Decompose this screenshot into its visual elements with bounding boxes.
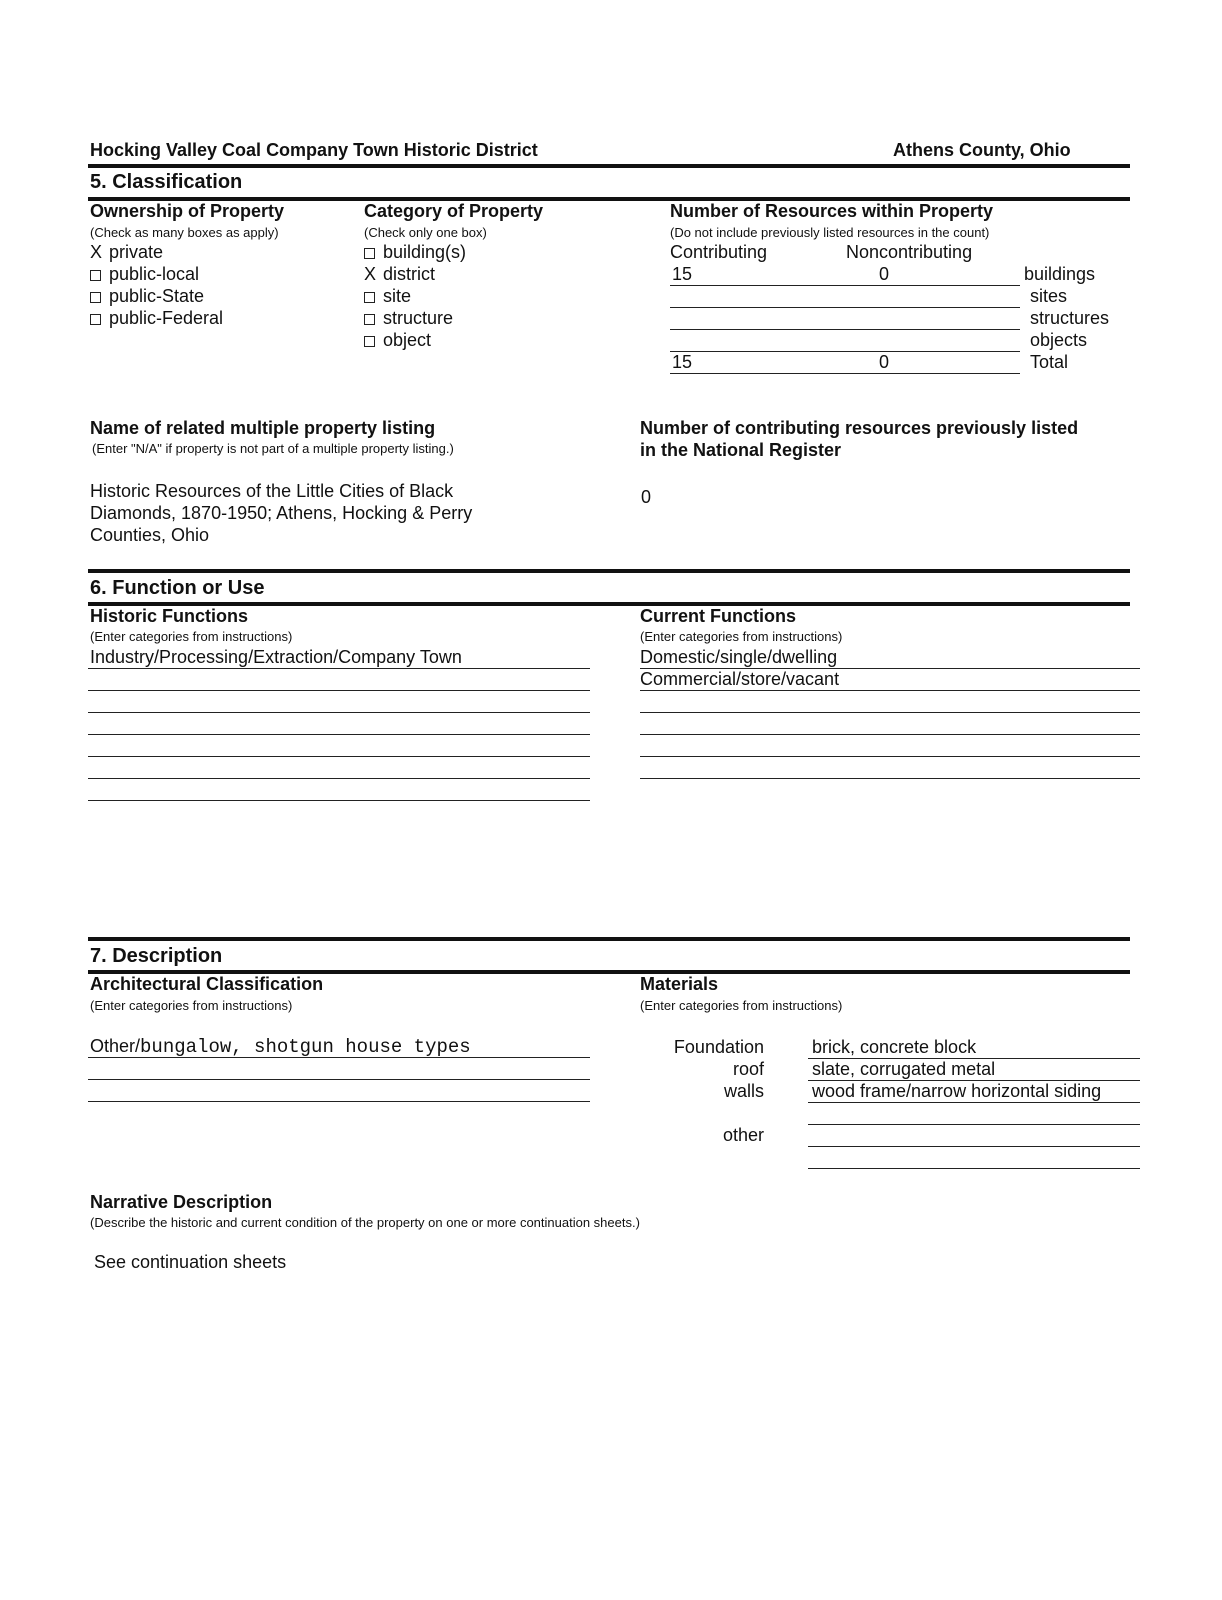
ownership-option-public-local[interactable] xyxy=(90,264,199,285)
other-line-2[interactable] xyxy=(808,1168,1140,1169)
narrative-label: Narrative Description xyxy=(90,1192,273,1212)
total-contributing: 15 xyxy=(672,352,693,372)
option-label: district xyxy=(383,264,436,284)
checkbox-empty-icon xyxy=(364,314,375,325)
noncontributing-header: Noncontributing xyxy=(846,242,973,262)
current-function-line-2[interactable] xyxy=(640,690,1140,691)
total-noncontributing: 0 xyxy=(879,352,890,372)
current-functions-note: (Enter categories from instructions) xyxy=(640,629,843,644)
architectural-classification-note: (Enter categories from instructions) xyxy=(90,998,293,1013)
multiple-listing-label: Name of related multiple property listing xyxy=(90,418,436,438)
option-label: object xyxy=(383,330,432,350)
option-label: private xyxy=(109,242,164,262)
check-mark: X xyxy=(364,264,377,284)
buildings-type-label: buildings xyxy=(1024,264,1096,284)
previously-listed-value[interactable]: 0 xyxy=(641,487,652,507)
current-functions-label: Current Functions xyxy=(640,606,796,626)
checkbox-empty-icon xyxy=(364,248,375,259)
resources-note: (Do not include previously listed resources in the count) xyxy=(670,225,990,240)
option-label: building(s) xyxy=(383,242,467,262)
historic-function-value-1: Industry/Processing/Extraction/Company Town xyxy=(90,647,462,667)
historic-function-line-3[interactable] xyxy=(88,712,590,713)
current-function-line-1[interactable] xyxy=(640,668,1140,669)
multiple-listing-value-line-1[interactable]: Historic Resources of the Little Cities of Black xyxy=(90,481,454,501)
option-label: public-State xyxy=(109,286,205,306)
materials-extra-line[interactable] xyxy=(808,1124,1140,1125)
category-option-site[interactable] xyxy=(364,286,411,307)
total-type-label: Total xyxy=(1030,352,1069,372)
multiple-listing-value-line-3[interactable]: Counties, Ohio xyxy=(90,525,210,545)
checkbox-empty-icon xyxy=(364,292,375,303)
category-option-district[interactable] xyxy=(364,264,435,285)
materials-label: Materials xyxy=(640,974,719,994)
structures-count-line[interactable] xyxy=(670,329,1020,330)
county-state: Athens County, Ohio xyxy=(893,140,1071,160)
category-label: Category of Property xyxy=(364,201,544,221)
checkbox-empty-icon xyxy=(90,314,101,325)
buildings-contributing: 15 xyxy=(672,264,693,284)
other-label: other xyxy=(722,1125,764,1145)
architectural-classification-value[interactable] xyxy=(90,1036,471,1058)
section-7-top-rule xyxy=(88,937,1130,941)
sites-count-line[interactable] xyxy=(670,307,1020,308)
architectural-prefix: Other/ xyxy=(90,1036,141,1056)
current-function-line-6[interactable] xyxy=(640,778,1140,779)
architectural-classification-label: Architectural Classification xyxy=(90,974,324,994)
buildings-noncontributing: 0 xyxy=(879,264,890,284)
section-5-title: 5. Classification xyxy=(90,171,243,193)
multiple-listing-value-line-2[interactable]: Diamonds, 1870-1950; Athens, Hocking & Perry xyxy=(90,503,473,523)
walls-line[interactable] xyxy=(808,1102,1140,1103)
roof-value[interactable]: slate, corrugated metal xyxy=(812,1059,996,1079)
category-option-object[interactable] xyxy=(364,330,431,351)
buildings-count-line[interactable] xyxy=(670,285,1020,286)
historic-function-line-5[interactable] xyxy=(88,756,590,757)
objects-count-line[interactable] xyxy=(670,351,1020,352)
current-function-line-5[interactable] xyxy=(640,756,1140,757)
document-title: Hocking Valley Coal Company Town Historic District xyxy=(90,140,538,160)
walls-label: walls xyxy=(723,1081,764,1101)
check-mark: X xyxy=(90,242,103,262)
other-line-1[interactable] xyxy=(808,1146,1140,1147)
category-option-structure[interactable] xyxy=(364,308,453,329)
previously-listed-label-2: in the National Register xyxy=(640,440,842,460)
checkbox-empty-icon xyxy=(364,336,375,347)
category-note: (Check only one box) xyxy=(364,225,487,240)
section-6-title: 6. Function or Use xyxy=(90,577,265,599)
header-rule xyxy=(88,164,1130,168)
resources-label: Number of Resources within Property xyxy=(670,201,994,221)
walls-value[interactable]: wood frame/narrow horizontal siding xyxy=(812,1081,1102,1101)
checkbox-empty-icon xyxy=(90,292,101,303)
historic-function-line-6[interactable] xyxy=(88,778,590,779)
current-function-line-3[interactable] xyxy=(640,712,1140,713)
historic-function-line-7[interactable] xyxy=(88,800,590,801)
ownership-option-private[interactable] xyxy=(90,242,163,263)
option-label: structure xyxy=(383,308,454,328)
historic-functions-note: (Enter categories from instructions) xyxy=(90,629,293,644)
roof-label: roof xyxy=(732,1059,764,1079)
current-function-line-4[interactable] xyxy=(640,734,1140,735)
category-option-buildings[interactable] xyxy=(364,242,466,263)
architectural-line-1[interactable] xyxy=(88,1057,590,1058)
materials-note: (Enter categories from instructions) xyxy=(640,998,843,1013)
option-label: public-local xyxy=(109,264,200,284)
historic-function-line-4[interactable] xyxy=(88,734,590,735)
historic-functions-label: Historic Functions xyxy=(90,606,249,626)
narrative-note: (Describe the historic and current condition of the property on one or more continuation sheets.) xyxy=(90,1215,640,1230)
ownership-note: (Check as many boxes as apply) xyxy=(90,225,279,240)
narrative-value[interactable]: See continuation sheets xyxy=(94,1252,287,1272)
objects-type-label: objects xyxy=(1030,330,1088,350)
architectural-line-2[interactable] xyxy=(88,1079,590,1080)
checkbox-empty-icon xyxy=(90,270,101,281)
architectural-handwritten-value: bungalow, shotgun house types xyxy=(140,1036,471,1058)
total-count-line[interactable] xyxy=(670,373,1020,374)
sites-type-label: sites xyxy=(1030,286,1068,306)
option-label: site xyxy=(383,286,412,306)
historic-function-line-1[interactable] xyxy=(88,668,590,669)
multiple-listing-note: (Enter "N/A" if property is not part of a multiple property listing.) xyxy=(92,441,454,456)
ownership-option-public-state[interactable] xyxy=(90,286,204,307)
contributing-header: Contributing xyxy=(670,242,768,262)
current-function-value-2: Commercial/store/vacant xyxy=(640,669,840,689)
foundation-value[interactable]: brick, concrete block xyxy=(812,1037,977,1057)
section-6-top-rule xyxy=(88,569,1130,573)
ownership-option-public-federal[interactable] xyxy=(90,308,223,329)
structures-type-label: structures xyxy=(1030,308,1110,328)
foundation-label: Foundation xyxy=(673,1037,764,1057)
architectural-line-3[interactable] xyxy=(88,1101,590,1102)
option-label: public-Federal xyxy=(109,308,224,328)
section-7-title: 7. Description xyxy=(90,945,223,967)
ownership-label: Ownership of Property xyxy=(90,201,285,221)
historic-function-line-2[interactable] xyxy=(88,690,590,691)
previously-listed-label-1: Number of contributing resources previously listed xyxy=(640,418,1079,438)
current-function-value-1: Domestic/single/dwelling xyxy=(640,647,838,667)
